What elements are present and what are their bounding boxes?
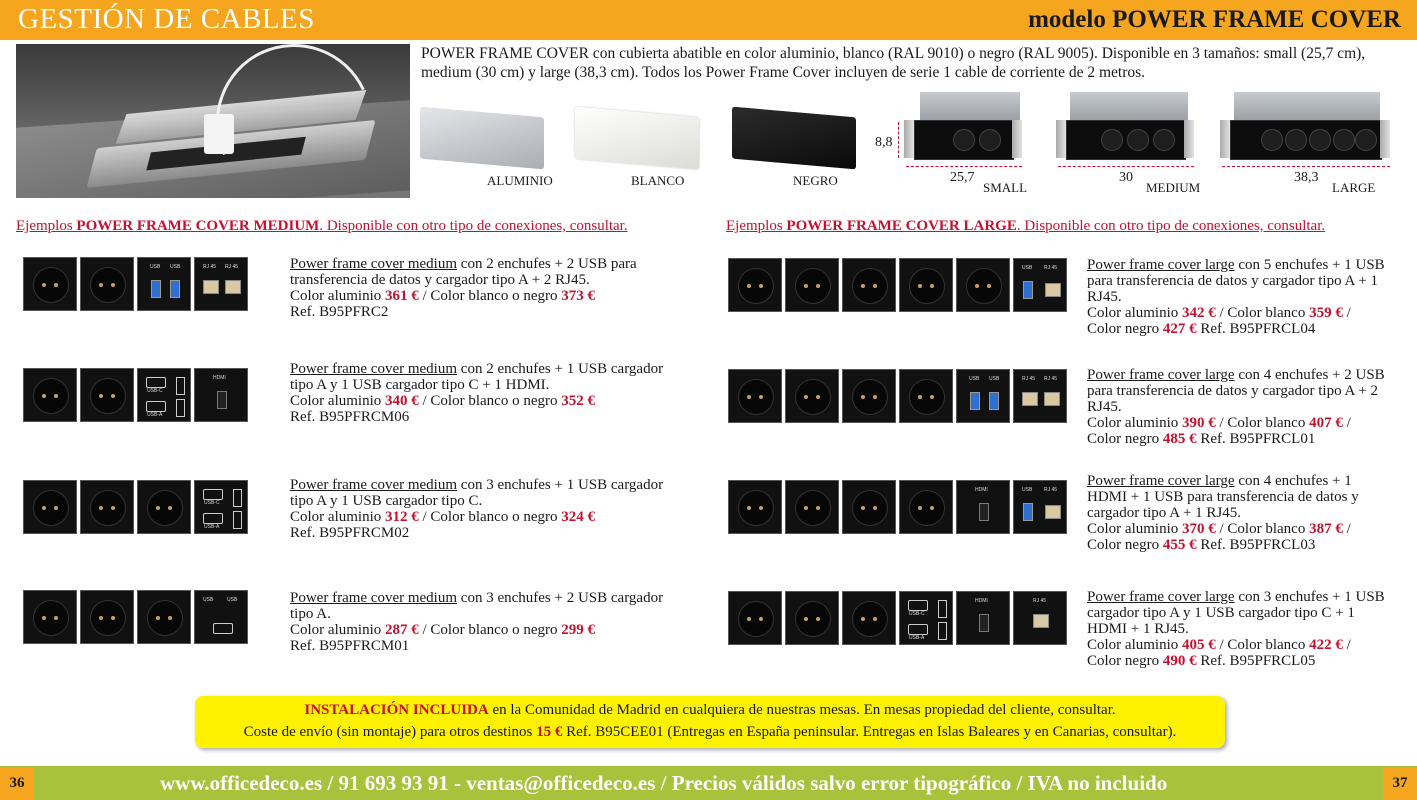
socket-module <box>899 480 953 534</box>
small-label: SMALL <box>983 180 1028 195</box>
large-side-left <box>1220 120 1230 158</box>
large-width: 38,3 <box>1294 170 1319 185</box>
socket-module <box>842 258 896 312</box>
hero-photo <box>16 44 410 198</box>
socket-module <box>785 480 839 534</box>
medium-lid <box>1070 92 1188 120</box>
socket-module <box>899 369 953 423</box>
hdmi-module: HDMI <box>956 480 1010 534</box>
socket-module <box>785 591 839 645</box>
usbca-module: USB-C USB-A <box>137 368 191 422</box>
hdmi-module: HDMI <box>956 591 1010 645</box>
cover-white-image <box>575 107 699 170</box>
socket-module <box>728 591 782 645</box>
medium-side-left <box>1056 120 1066 158</box>
section-title: GESTIÓN DE CABLES <box>18 3 315 35</box>
large-width-line <box>1222 166 1390 167</box>
socket-module <box>956 258 1010 312</box>
charger-plug <box>204 114 234 154</box>
small-unit <box>914 120 1014 160</box>
rj2-module: RJ 45 RJ 45 <box>194 257 248 311</box>
model-title <box>1028 6 1401 34</box>
medium-heading: Ejemplos POWER FRAME COVER MEDIUM. Disponible con otro tipo de conexiones, consultar. <box>16 218 628 234</box>
rj2-module: RJ 45 RJ 45 <box>1013 369 1067 423</box>
socket-module <box>137 590 191 644</box>
large-heading: Ejemplos POWER FRAME COVER LARGE. Disponible con otro tipo de conexiones, consultar. <box>726 218 1326 234</box>
medium-width-line <box>1058 166 1194 167</box>
socket-module <box>23 368 77 422</box>
color-label-blanco: BLANCO <box>631 173 685 188</box>
shipping-price: 15 € <box>536 724 563 740</box>
footer-text[interactable]: www.officedeco.es / 91 693 93 91 - ventas@officedeco.es / Precios válidos salvo error tipográfico / IVA no incluido <box>160 771 1168 795</box>
usbca-module: USB-C USB-A <box>194 480 248 534</box>
medium-width: 30 <box>1119 170 1133 185</box>
large-unit <box>1230 120 1382 160</box>
small-width: 25,7 <box>950 170 975 185</box>
socket-module <box>728 369 782 423</box>
height-dimension-line <box>898 122 900 158</box>
color-label-aluminio: ALUMINIO <box>487 173 553 188</box>
usb1-module: USB RJ 45 <box>1013 480 1067 534</box>
socket-module <box>23 480 77 534</box>
socket-module <box>785 369 839 423</box>
socket-module <box>842 480 896 534</box>
color-label-negro: NEGRO <box>793 173 838 188</box>
model-prefix: modelo <box>1028 6 1106 33</box>
large-side-right <box>1380 120 1390 158</box>
large-product-3: Power frame cover large con 4 enchufes + 1 HDMI + 1 USB para transferencia de datos y cargador tipo A + 1 RJ45. Color aluminio 370 € / Color blanco 387 € / Color negro 455 € Ref. B95PFRCL03 <box>1087 473 1359 553</box>
usb2-module: USB USB <box>956 369 1010 423</box>
large-label: LARGE <box>1332 180 1376 195</box>
small-lid <box>920 92 1020 120</box>
medium-product-4: Power frame cover medium con 3 enchufes + 2 USB cargador tipo A. Color aluminio 287 € / Color blanco o negro 299 € Ref. B95PFRCM01 <box>290 590 664 654</box>
socket-module <box>80 480 134 534</box>
medium-product-3: Power frame cover medium con 3 enchufes + 1 USB cargador tipo A y 1 USB cargador tipo C. Color aluminio 312 € / Color blanco o negro 324 € Ref. B95PFRCM02 <box>290 477 664 541</box>
medium-product-2: Power frame cover medium con 2 enchufes + 1 USB cargador tipo A y 1 USB cargador tipo C + 1 HDMI. Color aluminio 340 € / Color blanco o negro 352 € Ref. B95PFRCM06 <box>290 361 664 425</box>
usbaa-module: USB USB <box>194 590 248 644</box>
socket-module <box>80 590 134 644</box>
intro-text: POWER FRAME COVER con cubierta abatible en color aluminio, blanco (RAL 9010) o negro (RAL 9005). Disponible en 3 tamaños: small (25,7 cm), medium (30 cm) y large (38,3 cm). Todos los Power Frame Cover incluyen de serie 1 cable de corriente de 2 metros. <box>421 45 1366 81</box>
large-lid <box>1234 92 1380 120</box>
large-product-2: Power frame cover large con 4 enchufes + 2 USB para transferencia de datos y cargador tipo A + 2 RJ45. Color aluminio 390 € / Color blanco 407 € / Color negro 485 € Ref. B95PFRCL01 <box>1087 367 1385 447</box>
usb1-module: USB RJ 45 <box>1013 258 1067 312</box>
page-number-left: 36 <box>0 768 34 800</box>
model-name: POWER FRAME COVER <box>1112 6 1401 33</box>
installation-highlight: INSTALACIÓN INCLUIDA <box>304 702 489 718</box>
cover-black-image <box>732 107 856 170</box>
usb2-module: USB USB <box>137 257 191 311</box>
large-product-1: Power frame cover large con 5 enchufes + 1 USB para transferencia de datos y cargador tipo A + 1 RJ45. Color aluminio 342 € / Color blanco 359 € / Color negro 427 € Ref. B95PFRCL04 <box>1087 257 1385 337</box>
rj1-module: RJ 45 <box>1013 591 1067 645</box>
socket-module <box>80 368 134 422</box>
socket-module <box>23 590 77 644</box>
small-side-right <box>1012 120 1022 158</box>
large-product-4: Power frame cover large con 3 enchufes + 1 USB cargador tipo A y 1 USB cargador tipo C + 1 HDMI + 1 RJ45. Color aluminio 405 € / Color blanco 422 € / Color negro 490 € Ref. B95PFRCL05 <box>1087 589 1385 669</box>
socket-module <box>728 258 782 312</box>
socket-module <box>899 258 953 312</box>
medium-side-right <box>1184 120 1194 158</box>
installation-note: INSTALACIÓN INCLUIDA en la Comunidad de Madrid en cualquiera de nuestras mesas. En mesas propiedad del cliente, consultar. Coste de envío (sin montaje) para otros destinos 15 € Ref. B95CEE01 (Entregas en España peninsular. Entregas en Islas Baleares y en Canarias, consultar). <box>195 696 1225 748</box>
medium-label: MEDIUM <box>1146 180 1201 195</box>
cover-aluminium-image <box>420 107 544 170</box>
socket-module <box>80 257 134 311</box>
hdmi-module: HDMI <box>194 368 248 422</box>
medium-product-1: Power frame cover medium con 2 enchufes + 2 USB para transferencia de datos y cargador tipo A + 2 RJ45. Color aluminio 361 € / Color blanco o negro 373 € Ref. B95PFRC2 <box>290 256 637 320</box>
usbca-module: USB-C USB-A <box>899 591 953 645</box>
socket-module <box>23 257 77 311</box>
small-side-left <box>904 120 914 158</box>
height-label: 8,8 <box>875 135 893 150</box>
socket-module <box>842 591 896 645</box>
page-number-right: 37 <box>1383 768 1417 800</box>
socket-module <box>785 258 839 312</box>
socket-module <box>728 480 782 534</box>
medium-unit <box>1066 120 1186 160</box>
small-width-line <box>906 166 1022 167</box>
socket-module <box>842 369 896 423</box>
socket-module <box>137 480 191 534</box>
